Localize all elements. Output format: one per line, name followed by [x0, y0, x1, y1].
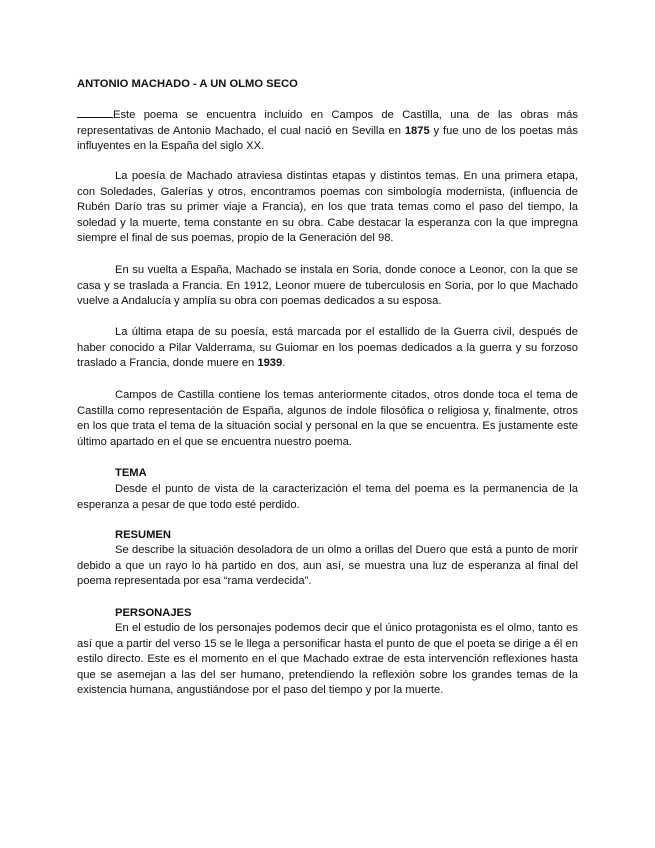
document-title: ANTONIO MACHADO - A UN OLMO SECO	[77, 78, 298, 90]
ultima-etapa-text-a: La última etapa de su poesía, está marcada por el estallido de la Guerra civil, después de haber conocido a Pilar Valderrama, su Guiomar en los poemas dedicados a la guerra y su forzoso traslado a Francia, donde muere en	[77, 326, 578, 369]
heading-resumen: RESUMEN	[115, 529, 171, 541]
paragraph-etapas: La poesía de Machado atraviesa distintas etapas y distintos temas. En una primera etapa, con Soledades, Galerías y otros, encontramos poemas con simbología modernista, (influencia de Rubén Darío tras su primer viaje a Francia), en los que trata temas como el paso del tiempo, la soledad y la muerte, tema constante en su obra. Cabe destacar la esperanza con la que impregna siempre el final de sus poemas, propio de la Generación del 98.	[77, 170, 578, 244]
intro-text-b: y fue uno de los poetas más influyentes en la España del siglo XX.	[77, 124, 578, 152]
personajes-text: En el estudio de los personajes podemos decir que el único protagonista es el olmo, tanto es así que a partir del verso 15 se le llega a personificar hasta el punto de que el poeta se dirige a él en estilo directo. Este es el momento en el que Machado extrae de esta intervención reflexiones hasta que se asemejan a las del ser humano, pretendiendo la reflexión sobre los grandes temas de la existencia humana, angustiándose por el paso del tiempo y por la muerte.	[77, 622, 578, 696]
intro-paragraph	[77, 107, 578, 155]
intro-text-a: Este poema se encuentra incluido en Campos de Castilla, una de las obras más representativas de Antonio Machado, el cual nació en Sevilla en	[77, 109, 578, 137]
paragraph-ultima-etapa	[77, 325, 578, 372]
tema-text: Desde el punto de vista de la caracterización el tema del poema es la permanencia de la esperanza a pesar de que todo esté perdido.	[77, 483, 578, 511]
death-year: 1939	[257, 357, 283, 369]
paragraph-campos-castilla: Campos de Castilla contiene los temas anteriormente citados, otros donde toca el tema de Castilla como representación de España, algunos de índole filosófica o religiosa y, finalmente, otros en los que trata el tema de la situación social y personal en la que se encuentra. Es justamente este último apartado en el que se encuentra nuestro poema.	[77, 389, 578, 448]
resumen-text: Se describe la situación desoladora de un olmo a orillas del Duero que está a punto de morir debido a que un rayo lo ha partido en dos, aun así, se muestra una luz de esperanza al final del poema representada por esa “rama verdecida”.	[77, 544, 578, 587]
ultima-etapa-text-b: .	[282, 357, 286, 369]
heading-tema: TEMA	[115, 467, 147, 479]
heading-personajes: PERSONAJES	[115, 607, 192, 619]
blank-underline	[77, 107, 113, 118]
paragraph-soria: En su vuelta a España, Machado se instala en Soria, donde conoce a Leonor, con la que se casa y se traslada a Francia. En 1912, Leonor muere de tuberculosis en Soria, por lo que Machado vuelve a Andalucía y amplía su obra con poemas dedicados a su esposa.	[77, 264, 578, 307]
birth-year: 1875	[404, 124, 430, 137]
